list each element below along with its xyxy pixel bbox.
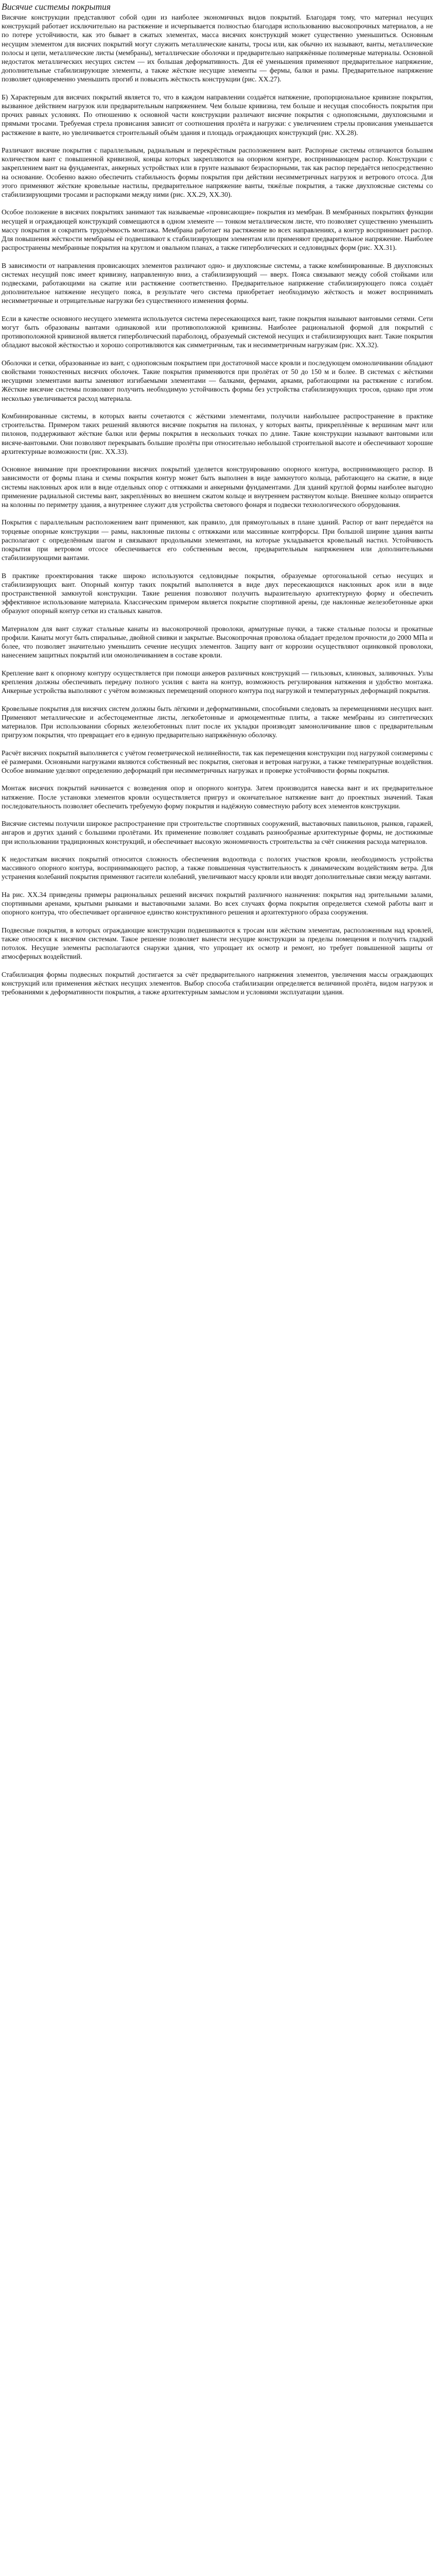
paragraph: К недостаткам висячих покрытий относится сложность обеспечения водоотвода с пологих участков кровли, необходимость устройства массивного опорного контура, воспринимающего распор, а также повышенная чувствительность к динамическим воздействиям ветра. Для устранения колебаний покрытия применяют гасители колебаний, увеличивают массу кровли или вводят дополнительные связи между вантами. bbox=[2, 855, 433, 881]
paragraph: Расчёт висячих покрытий выполняется с учётом геометрической нелинейности, так как перемещения конструкции под нагрузкой соизмеримы с её размерами. Основными нагрузками являются собственный вес покрытия, снеговая и ветровая нагрузки, а также температурные воздействия. Особое внимание уделяют определению деформаций при несимметричных нагрузках и проверке устойчивости формы покрытия. bbox=[2, 749, 433, 775]
paragraph-gap bbox=[2, 961, 433, 970]
document-title: Висячие системы покрытия bbox=[2, 2, 111, 12]
paragraph: Кровельные покрытия для висячих систем должны быть лёгкими и деформативными, способными следовать за перемещениями несущих вант. Применяют металлические и асбестоцементные листы, легкобетонные и армоцементные плиты, а также мембраны из синтетических материалов. При использовании сборных железобетонных плит после их укладки производят замоноличивание швов с предварительным пригрузом покрытия, что превращает его в единую предварительно напряжённую оболочку. bbox=[2, 704, 433, 739]
paragraph-gap bbox=[2, 403, 433, 412]
paragraph-gap bbox=[2, 562, 433, 571]
paragraph-gap bbox=[2, 456, 433, 465]
paragraph: Висячие конструкции представляют собой один из наиболее экономичных видов покрытий. Благодаря тому, что материал несущих конструкций работает исключительно на растяжение и исчерпывается полностью благодаря использованию высокопрочных материалов, а не по потере устойчивости, как это бывает в сжатых элементах, масса висячих конструкций может существенно уменьшиться. Основным несущим элементом для висячих покрытий могут служить металлические канаты, тросы или, как обычно их называют, ванты, металлические полосы и цепи, металлические листы (мембраны), металлические оболочки и предварительно напряжённые полимерные материалы. Основной недостаток металлических несущих систем — их большая деформативность. Для её уменьшения применяют предварительное напряжение, дополнительные стабилизирующие элементы, а также жёсткие несущие элементы — фермы, балки и рамы. Предварительное напряжение позволяет одновременно уменьшить прогиб и повысить жёсткость конструкции (рис. ХХ.27). bbox=[2, 13, 433, 83]
paragraph-gap bbox=[2, 137, 433, 146]
paragraph: Висячие системы получили широкое распространение при строительстве спортивных сооружений, выставочных павильонов, рынков, гаражей, ангаров и других зданий с большими пролётами. Их применение позволяет создавать разнообразные архитектурные формы, не достижимые при использовании традиционных конструкций, и обеспечивает высокую экономичность строительства за счёт снижения расхода материалов. bbox=[2, 820, 433, 845]
paragraph: Крепление вант к опорному контуру осуществляется при помощи анкеров различных конструкций — гильзовых, клиновых, заливочных. Узлы крепления должны обеспечивать передачу полного усилия с ванта на контур, возможность регулирования натяжения и удобство монтажа. Анкерные устройства выполняют с учётом возможных перемещений опорного контура под нагрузкой и температурных деформаций покрытия. bbox=[2, 669, 433, 695]
paragraph: Покрытия с параллельным расположением вант применяют, как правило, для прямоугольных в плане зданий. Распор от вант передаётся на торцевые опорные конструкции — рамы, наклонные пилоны с оттяжками или массивные контрфорсы. При большой ширине здания ванты располагают с определённым шагом и связывают продольными элементами, на которые укладывается кровельный настил. Устойчивость покрытия при ветровом отсосе обеспечивается его собственным весом, предварительным напряжением или дополнительными стабилизирующими вантами. bbox=[2, 518, 433, 562]
paragraph-gap bbox=[2, 775, 433, 784]
paragraph: Подвесные покрытия, в которых ограждающие конструкции подвешиваются к тросам или жёстким элементам, расположенным над кровлей, также относятся к висячим системам. Такое решение позволяет вынести несущие конструкции за пределы помещения и получить гладкий потолок. Несущие элементы располагаются снаружи здания, что упрощает их осмотр и ремонт, но требует повышенной защиты от атмосферных воздействий. bbox=[2, 926, 433, 961]
paragraph: Особое положение в висячих покрытиях занимают так называемые «провисающие» покрытия из мембран. В мембранных покрытиях функции несущей и ограждающей конструкций совмещаются в одном элементе — тонком металлическом листе, что позволяет существенно уменьшить массу покрытия и сократить трудоёмкость монтажа. Мембрана работает на растяжение во всех направлениях, а контур воспринимает распор. Для повышения жёсткости мембраны её подвешивают к стабилизирующим элементам или применяют предварительное напряжение. Наиболее распространены мембранные покрытия на круглом и овальном планах, а также гиперболических и седловидных форм (рис. ХХ.31). bbox=[2, 208, 433, 252]
paragraph-gap bbox=[2, 616, 433, 624]
paragraph: Если в качестве основного несущего элемента используется система пересекающихся вант, такие покрытия называют вантовыми сетями. Сети могут быть образованы вантами одинаковой или противоположной кривизны. Наиболее рациональной формой для покрытий с противоположной кривизной является гиперболический параболоид, образуемый системой несущих и стабилизирующих вант. Такие покрытия обладают высокой жёсткостью и хорошо сопротивляются как симметричным, так и несимметричным нагрузкам (рис. ХХ.32). bbox=[2, 314, 433, 349]
paragraph: Основное внимание при проектировании висячих покрытий уделяется конструированию опорного контура, воспринимающего распор. В зависимости от формы плана и схемы покрытия контур может быть выполнен в виде замкнутого кольца, работающего на сжатие, в виде системы наклонных арок или в виде отдельных опор с оттяжками и анкерными фундаментами. Для зданий круглой формы наиболее выгодно применение радиальной системы вант, закреплённых во внешнем сжатом кольце и внутреннем растянутом кольце. Внешнее кольцо опирается на колонны по периметру здания, а внутреннее служит для устройства светового фонаря и подвески технологического оборудования. bbox=[2, 465, 433, 509]
paragraph-gap bbox=[2, 846, 433, 855]
paragraph-gap bbox=[2, 739, 433, 748]
document-body bbox=[2, 13, 433, 996]
paragraph: Оболочки и сетки, образованные из вант, с однопоясным покрытием при достаточной массе кровли и последующем омоноличивании обладают свойствами тонкостенных висячих оболочек. Такие покрытия применяются при пролётах от 50 до 150 м и более. В системах с жёсткими несущими элементами ванты заменяют изгибаемыми элементами — балками, фермами, арками, работающими на растяжение с изгибом. Жёсткие висячие системы позволяют получить необходимую устойчивость формы без устройства стабилизирующих тросов, однако при этом несколько увеличивается расход материала. bbox=[2, 359, 433, 402]
paragraph-gap bbox=[2, 306, 433, 314]
paragraph: Различают висячие покрытия с параллельным, радиальным и перекрёстным расположением вант. Распорные системы отличаются большим количеством вант с повышенной кривизной, концы которых закрепляются на опорном контуре, воспринимающем распор. Конструкции с закреплением вант на фундаментах, анкерных устройствах или в грунте называют безраспорными, так как распор передаётся непосредственно на основание. Особенно важно обеспечить стабильность формы покрытия при действии несимметричных нагрузок и ветрового отсоса. Для этого применяют жёсткие кровельные настилы, предварительное напряжение ванты, тяжёлые покрытия, а также двухпоясные системы со стабилизирующими тросами и распорками между ними (рис. ХХ.29, ХХ.30). bbox=[2, 146, 433, 199]
paragraph: Стабилизация формы подвесных покрытий достигается за счёт предварительного напряжения элементов, увеличения массы ограждающих конструкций или применения жёстких несущих элементов. Выбор способа стабилизации определяется величиной пролёта, видом нагрузок и требованиями к деформативности покрытия, а также архитектурным замыслом и условиями эксплуатации здания. bbox=[2, 970, 433, 996]
paragraph-gap bbox=[2, 350, 433, 359]
paragraph-gap bbox=[2, 199, 433, 208]
paragraph-gap bbox=[2, 84, 433, 93]
paragraph: В зависимости от направления провисающих элементов различают одно- и двухпоясные системы, а также комбинированные. В двухпоясных системах несущий пояс имеет кривизну, направленную вниз, а стабилизирующий — вверх. Пояса связывают между собой стойками или подвесками, работающими на сжатие или растяжение соответственно. Предварительное напряжение стабилизирующего пояса создаёт дополнительное натяжение несущего пояса, в результате чего система приобретает необходимую жёсткость и может воспринимать несимметричные и отрицательные нагрузки без существенного изменения формы. bbox=[2, 261, 433, 305]
paragraph-gap bbox=[2, 917, 433, 925]
paragraph: Б) Характерным для висячих покрытий является то, что в каждом направлении создаётся натяжение, пропорциональное кривизне покрытия, вызванное действием нагрузок или предварительным напряжением. Чем больше кривизна, тем больше и несущая способность покрытия при прочих равных условиях. По отношению к основной части конструкции различают висячие покрытия с однопоясными, двухпоясными и прямыми тросами. Требуемая стрела провисания зависит от соотношения пролёта и нагрузки: с увеличением стрелы провисания уменьшается растяжение в ванте, но увеличивается строительный объём здания и площадь ограждающих конструкций (рис. ХХ.28). bbox=[2, 93, 433, 137]
paragraph: Материалом для вант служат стальные канаты из высокопрочной проволоки, арматурные пучки, а также стальные полосы и прокатные профили. Канаты могут быть спиральные, двойной свивки и закрытые. Высокопрочная проволока обладает пределом прочности до 2000 МПа и более, что позволяет значительно уменьшить сечение несущих элементов. Защиту вант от коррозии осуществляют оцинковкой проволоки, нанесением защитных покрытий или омоноличиванием в составе кровли. bbox=[2, 624, 433, 659]
paragraph-gap bbox=[2, 660, 433, 669]
paragraph-gap bbox=[2, 509, 433, 518]
paragraph: Комбинированные системы, в которых ванты сочетаются с жёсткими элементами, получили наибольшее распространение в практике строительства. Примером таких решений являются висячие покрытия на пилонах, у которых ванты, прикреплённые к вершинам мачт или пилонов, поддерживают жёсткие балки или фермы покрытия в нескольких точках по длине. Такие конструкции называют вантовыми или висяче-вантовыми. Они позволяют перекрывать большие пролёты при относительно небольшой строительной высоте и обеспечивают хорошие архитектурные возможности (рис. ХХ.33). bbox=[2, 412, 433, 455]
paragraph: На рис. ХХ.34 приведены примеры рациональных решений висячих покрытий различного назначения: покрытия над зрительными залами, спортивными аренами, крытыми рынками и выставочными залами. Во всех случаях форма покрытия определяется схемой работы вант и опорного контура, что обеспечивает органичное единство конструктивного решения и архитектурного образа сооружения. bbox=[2, 890, 433, 917]
paragraph-gap bbox=[2, 695, 433, 704]
paragraph: Монтаж висячих покрытий начинается с возведения опор и опорного контура. Затем производится навеска вант и их предварительное натяжение. После установки элементов кровли осуществляется пригруз и окончательное натяжение вант до проектных значений. Такая последовательность позволяет обеспечить требуемую форму покрытия и надёжную совместную работу всех элементов конструкции. bbox=[2, 784, 433, 810]
paragraph: В практике проектирования также широко используются седловидные покрытия, образуемые ортогональной сетью несущих и стабилизирующих вант. Опорный контур таких покрытий выполняется в виде двух пересекающихся наклонных арок или в виде пространственной замкнутой конструкции. Такие решения позволяют получить выразительную архитектурную форму и обеспечить эффективное использование материала. Классическим примером является покрытие спортивной арены, где наклонные железобетонные арки образуют опорный контур сетки из стальных канатов. bbox=[2, 571, 433, 615]
paragraph-gap bbox=[2, 252, 433, 261]
paragraph-gap bbox=[2, 810, 433, 819]
paragraph-gap bbox=[2, 882, 433, 890]
